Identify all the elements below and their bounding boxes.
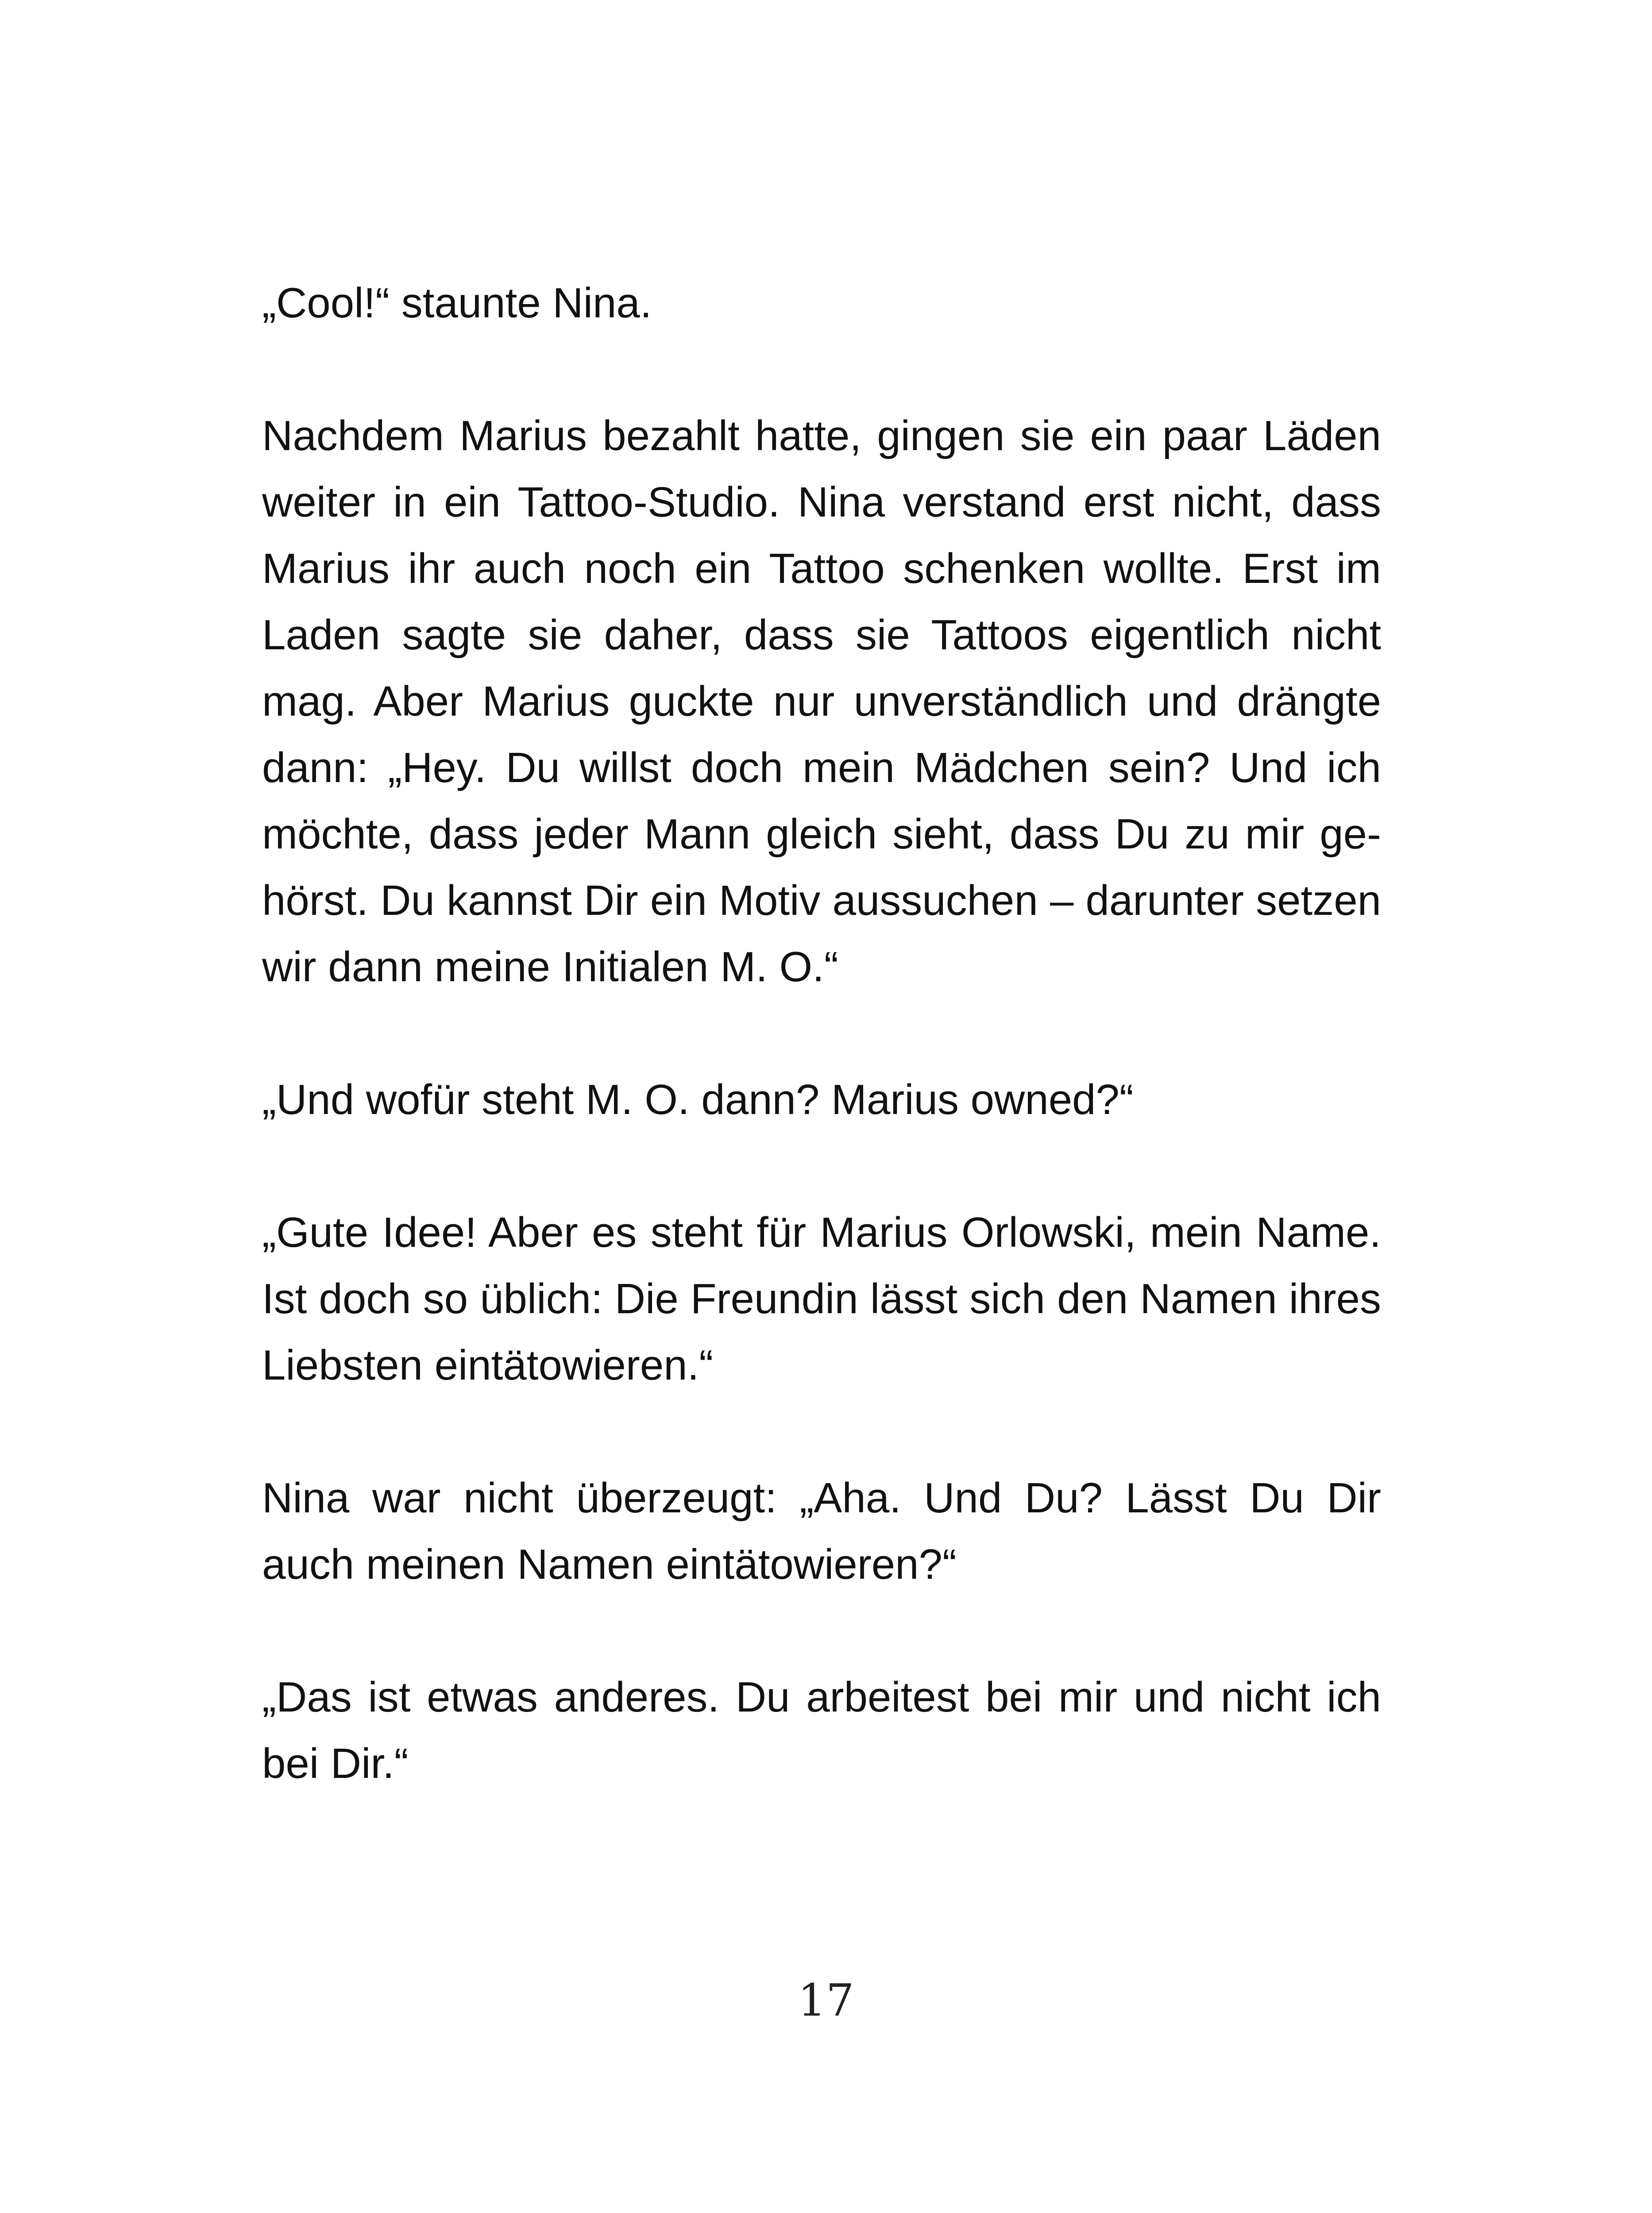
body-text (262, 270, 1381, 1797)
paragraph-nina-reply: Nina war nicht überzeugt: „Aha. Und Du? Lässt Du Dir auch meinen Namen eintätowieren?“ (262, 1474, 1381, 1588)
page-number: 17 (798, 1974, 854, 2026)
paragraph-mo-answer: „Gute Idee! Aber es steht für Marius Orlowski, mein Name. Ist doch so üblich: Die Freundin lässt sich den Namen ihres Liebsten eintätowieren.“ (262, 1209, 1381, 1389)
paragraph-mo-question: „Und wofür steht M. O. dann? Marius owned?“ (262, 1076, 1134, 1123)
paragraph-cool: „Cool!“ staunte Nina. (262, 279, 652, 327)
paragraph-marius-reply: „Das ist etwas anderes. Du arbeitest bei mir und nicht ich bei Dir.“ (262, 1673, 1381, 1787)
paragraph-tattoo-studio: Nachdem Marius bezahlt hatte, gingen sie ein paar Läden weiter in ein Tattoo-Studio. Nina verstand erst nicht, dass Marius ihr auch noch ein Tattoo schenken wollte. Erst im Laden sagte sie daher, dass sie Tattoos eigentlich nicht mag. Aber Marius guckte nur unverständlich und drängte dann: „Hey. Du willst doch mein Mädchen sein? Und ich möchte, dass jeder Mann gleich sieht, dass Du zu mir gehörst. Du kannst Dir ein Motiv aussuchen – darunter setzen wir dann meine Initialen M. O.“ (262, 412, 1381, 991)
